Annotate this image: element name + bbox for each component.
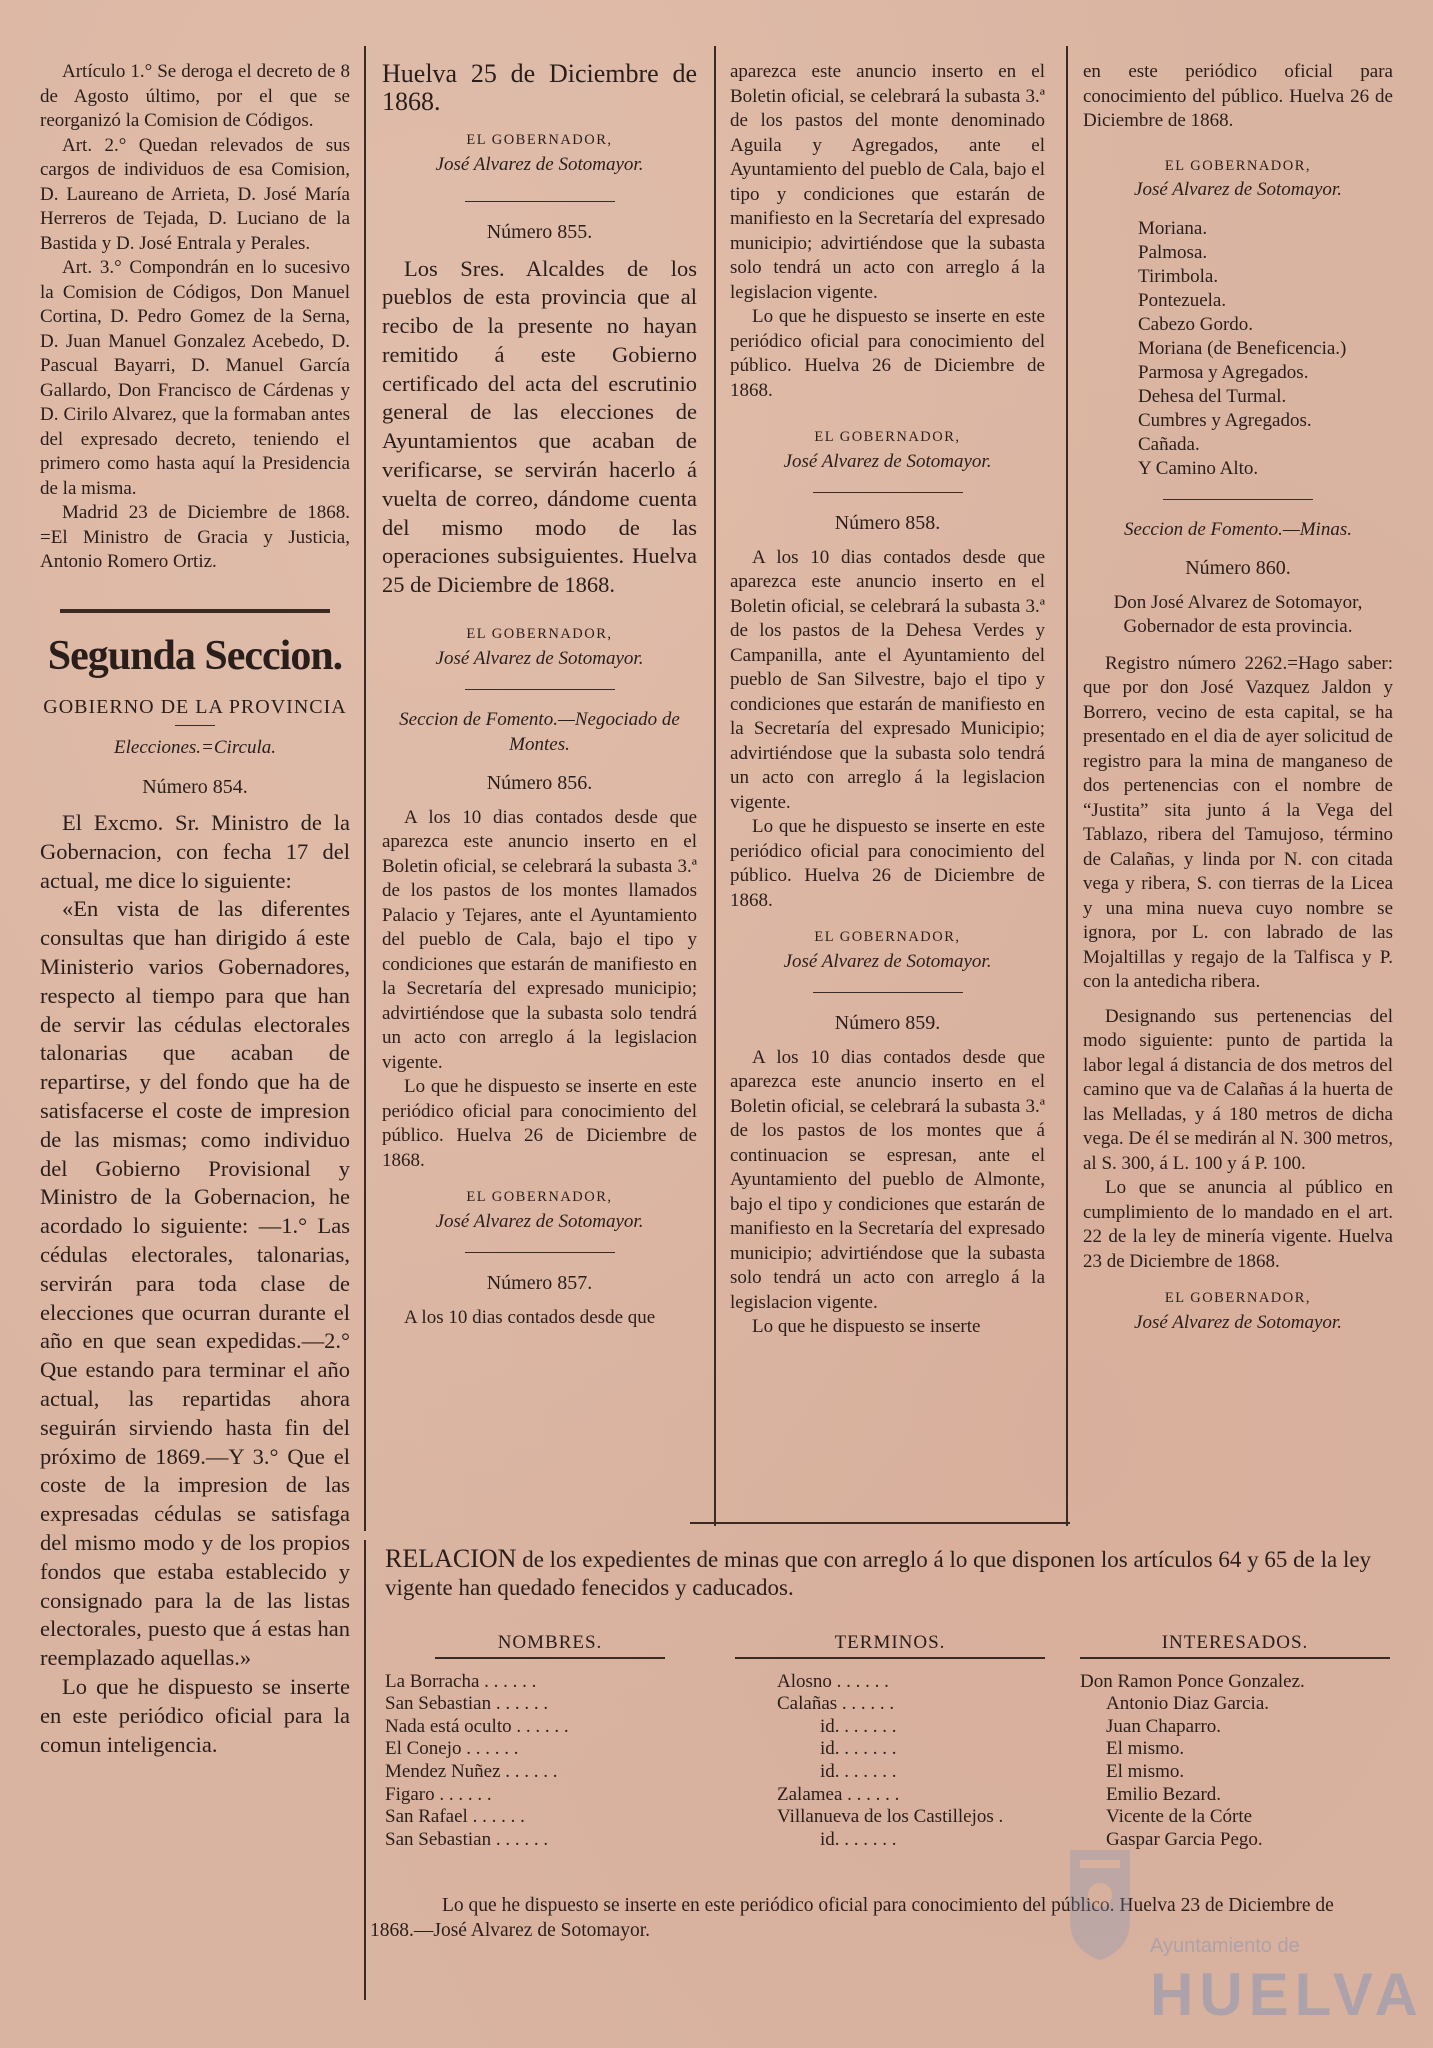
signature-label: EL GOBERNADOR, xyxy=(1164,1290,1312,1306)
signature-label: EL GOBERNADOR, xyxy=(466,626,613,643)
paragraph: A los 10 dias contados desde que aparezca este anuncio inserto en el Boletin oficial, se celebrará la subasta 3.ª de los pastos de los montes llamados Palacio y Tejares, ante el Ayuntamiento del pueblo de Cala, bajo el tipo y condiciones que estarán de manifiesto en la Secretaría del expresado municipio; advirtiéndose que la subasta solo tendrá un acto con arreglo á la legislacion vigente. xyxy=(382,806,697,1073)
table-row xyxy=(385,1784,715,1807)
table-row xyxy=(735,1829,1045,1852)
signature-label: EL GOBERNADOR, xyxy=(466,132,613,148)
table-cell: Figaro xyxy=(385,1783,435,1805)
paragraph: Art. 2.° Quedan relevados de sus cargos de individuos de esa Comision, D. Laureano de Arrieta, D. José María Herreros de Tejada, D. Luciano de la Bastida y D. José Entrala y Perales. xyxy=(40,134,350,254)
table-header: NOMBRES. xyxy=(435,1632,665,1659)
column-4 xyxy=(1083,60,1393,1335)
list-item: Cumbres y Agregados. xyxy=(1138,409,1312,431)
list-item: Pontezuela. xyxy=(1138,289,1227,311)
table-row xyxy=(735,1671,1045,1694)
leader-dots: . . . . . . xyxy=(495,1693,549,1715)
table-row xyxy=(385,1806,715,1829)
table-row xyxy=(735,1716,1045,1739)
divider xyxy=(465,201,615,202)
paragraph: en este periódico oficial para conocimiento del público. Huelva 26 de Diciembre de 1868. xyxy=(1083,61,1393,131)
signature-name: José Alvarez de Sotomayor. xyxy=(1134,1311,1342,1333)
signature-label: EL GOBERNADOR, xyxy=(814,929,961,945)
table-row xyxy=(1080,1761,1390,1784)
paragraph: Lo que se anuncia al público en cumplimiento de lo mandado en el art. 22 de la ley de minería vigente. Huelva 23 de Diciembre de 1868. xyxy=(1083,1177,1393,1272)
list-item: Parmosa y Agregados. xyxy=(1138,361,1309,383)
table-row xyxy=(385,1693,715,1716)
divider xyxy=(60,609,330,613)
leader-dots: . . . . . . xyxy=(466,1738,519,1760)
table-row xyxy=(735,1784,1045,1807)
table-cell: id. xyxy=(820,1828,840,1850)
dateline: Huelva 25 de Diciembre de 1868. xyxy=(382,59,697,116)
signature-name: José Alvarez de Sotomayor. xyxy=(1134,179,1342,200)
list-item: Moriana. xyxy=(1138,217,1208,239)
notice-number: Número 856. xyxy=(486,772,593,795)
table-cell: Zalamea xyxy=(777,1783,843,1805)
signature-name: José Alvarez de Sotomayor. xyxy=(435,153,644,175)
list-item: Y Camino Alto. xyxy=(1138,457,1259,479)
leader-dots: . . . . . . xyxy=(844,1715,897,1737)
table-row xyxy=(1080,1738,1390,1761)
divider xyxy=(690,1522,1070,1524)
divider xyxy=(813,992,963,993)
leader-dots: . . . . . . xyxy=(516,1715,569,1737)
table-row: Villanueva de los Castillejos . xyxy=(777,1806,1004,1828)
paragraph: Lo que he dispuesto se inserte en este periódico oficial para la comun inteligencia. xyxy=(40,1673,350,1757)
section-subtitle: GOBIERNO DE LA PROVINCIA xyxy=(43,695,347,718)
table-cell: Mendez Nuñez xyxy=(385,1760,501,1782)
paragraph: aparezca este anuncio inserto en el Boletin oficial, se celebrará la subasta 3.ª de los pastos del monte denominado Aguila y Agregados, ante el Ayuntamiento del pueblo de Cala, bajo el tipo y condiciones que estarán de manifiesto en la Secretaría del expresado municipio; advirtiéndose que la subasta solo tendrá un acto con arreglo á la legislacion vigente. xyxy=(730,61,1045,303)
column-rule xyxy=(714,46,716,1526)
notice-number: Número 855. xyxy=(486,221,593,243)
table-row xyxy=(385,1738,715,1761)
divider xyxy=(813,492,963,493)
column-3 xyxy=(730,60,1045,1340)
column-rule xyxy=(364,46,366,1531)
table-cell: El mismo. xyxy=(1106,1738,1185,1760)
leader-dots: . . . . . . xyxy=(439,1783,492,1805)
table-cell: Villanueva de los Castillejos xyxy=(777,1806,994,1828)
column-rule xyxy=(1066,46,1068,1526)
table-cell: Gaspar Garcia Pego. xyxy=(1106,1828,1263,1850)
montes-list xyxy=(1083,217,1393,481)
table-row xyxy=(1080,1671,1390,1694)
table-cell: Calañas xyxy=(777,1693,838,1715)
leader-dots: . . . . . . xyxy=(484,1670,537,1692)
table-cell: Antonio Diaz Garcia. xyxy=(1106,1693,1270,1715)
notice-number: Número 858. xyxy=(834,512,941,534)
table-cell: Alosno xyxy=(777,1670,832,1692)
table-row xyxy=(1080,1693,1390,1716)
list-item: Cabezo Gordo. xyxy=(1138,313,1254,335)
signature-name: José Alvarez de Sotomayor. xyxy=(435,1210,644,1232)
paragraph: A los 10 dias contados desde que aparezca este anuncio inserto en el Boletin oficial, se celebrará la subasta 3.ª de los pastos de la Dehesa Verdes y Campanilla, ante el Ayuntamiento del pueblo de San Silvestre, bajo el tipo y condiciones que estarán de manifiesto en la Secretaría del expresado Municipio; advirtiéndose que la subasta solo tendrá un acto con arreglo á la legislacion vigente. xyxy=(730,546,1045,813)
list-item: Dehesa del Turmal. xyxy=(1138,385,1287,407)
table-row xyxy=(735,1761,1045,1784)
paragraph: A los 10 dias contados desde que xyxy=(404,1306,656,1328)
table-row xyxy=(735,1738,1045,1761)
signature-label: EL GOBERNADOR, xyxy=(466,1189,613,1206)
divider xyxy=(1163,499,1313,500)
signature-name: José Alvarez de Sotomayor. xyxy=(783,950,992,972)
stamp-text: HUELVA xyxy=(1150,1961,1424,2028)
table-cell: Nada está oculto xyxy=(385,1715,512,1737)
list-item: Palmosa. xyxy=(1138,241,1208,263)
leader-dots: . . . . . . xyxy=(844,1738,897,1760)
table-cell: Don Ramon Ponce Gonzalez. xyxy=(1080,1670,1305,1692)
section-title: Segunda Seccion. xyxy=(47,632,343,679)
table-cell: Juan Chaparro. xyxy=(1106,1715,1222,1737)
paragraph: Registro número 2262.=Hago saber: que por don José Vazquez Jaldon y Borrero, vecino de esta capital, se ha presentado en el dia de ayer solicitud de registro para la mina de manganeso de dos pertenencias con el nombre de “Justita” sita junto á la Vega del Tablazo, ribera del Tamujoso, término de Calañas, y linda por N. con citada vega y ribera, S. con tierras de la Licea y una mina nueva cuyo nombre se ignora, por L. con labrado de las Mojaltillas y regajo de la Talfisca y P. con la antedicha ribera. xyxy=(1083,652,1393,992)
table-header: TERMINOS. xyxy=(735,1632,1045,1659)
table-row xyxy=(1080,1806,1390,1829)
table-cell: La Borracha xyxy=(385,1670,480,1692)
table-row xyxy=(735,1693,1045,1716)
table-cell: Emilio Bezard. xyxy=(1106,1783,1222,1805)
table-column-terminos xyxy=(735,1632,1045,1851)
leader-dots: . . . . . . xyxy=(495,1828,549,1850)
column-1 xyxy=(40,60,350,1759)
signature-name: José Alvarez de Sotomayor. xyxy=(783,450,992,472)
paragraph: «En vista de las diferentes consultas que han dirigido á este Ministerio varios Gobernadores, respecto al tiempo para que han de servir las cédulas electorales talonarias que acaban de repartirse, y del fondo que ha de satisfacerse el coste de impresion de las mismas; como individuo del Gobierno Provisional y Ministro de la Gobernacion, he acordado lo siguiente: —1.° Las cédulas electorales, talonarias, servirán para toda clase de elecciones que ocurran durante el año en que sean expedidas.—2.° Que estando para terminar el año actual, las repartidas ahora seguirán sirviendo hasta fin del próximo de 1869.—Y 3.° Que el coste de la impresion de las expresadas cédulas se satisfaga del mismo modo y de los propios fondos que estaba establecido y consignado para la de las listas electorales, puesto que á estas han reemplazado aquellas.» xyxy=(40,896,350,1671)
table-row xyxy=(1080,1784,1390,1807)
notice-number: Número 854. xyxy=(142,775,248,798)
signature-label: EL GOBERNADOR, xyxy=(1164,157,1312,174)
paragraph: A los 10 dias contados desde que aparezca este anuncio inserto en el Boletin oficial, se celebrará la subasta 3.ª de los pastos de los montes que á continuacion se espresan, ante el Ayuntamiento del pueblo de Almonte, bajo el tipo y condiciones que estarán de manifiesto en la Secretaría del expresado municipio; advirtiéndose que la subasta solo tendrá un acto con arreglo á la legislacion vigente. xyxy=(730,1046,1045,1313)
paragraph: Designando sus pertenencias del modo siguiente: punto de partida la labor legal á distancia de dos metros del camino que va de Calañas á la huerta de las Melladas, y á 180 metros de dicha vega. De él se medirán al N. 300 metros, al S. 300, á L. 100 y á P. 100. xyxy=(1083,1005,1393,1174)
paragraph: Art. 3.° Compondrán en lo sucesivo la Comision de Códigos, Don Manuel Cortina, D. Pedro Gomez de la Serna, D. Juan Manuel Gonzalez Acebedo, D. Pascual Bayarri, D. Manuel García Gallardo, Don Francisco de Cárdenas y D. Cirilo Alvarez, que la formaban antes del expresado decreto, teniendo el primero como hasta aquí la Presidencia de la misma. xyxy=(40,257,350,499)
relacion-text: de los expedientes de minas que con arreglo á lo que disponen los artículos 64 y 65 de la ley vigente han quedado fenecidos y caducados. xyxy=(385,1547,1372,1600)
leader-dots: . . . . . . xyxy=(505,1760,558,1782)
paragraph: Artículo 1.° Se deroga el decreto de 8 de Agosto último, por el que se reorganizó la Comision de Códigos. xyxy=(40,61,350,131)
table-cell: San Sebastian xyxy=(385,1828,492,1850)
table-cell: Vicente de la Córte xyxy=(1106,1806,1253,1828)
paragraph: Lo que he dispuesto se inserte en este periódico oficial para conocimiento del público. Huelva 26 de Diciembre de 1868. xyxy=(730,816,1045,911)
relacion-footer: Lo que he dispuesto se inserte en este periódico oficial para conocimiento del público. Huelva 23 de Diciembre de 1868.—José Alvarez de Sotomayor. xyxy=(370,1895,1334,1941)
table-cell: El Conejo xyxy=(385,1738,462,1760)
table-row xyxy=(1080,1716,1390,1739)
table-cell: El mismo. xyxy=(1106,1760,1185,1782)
column-rule xyxy=(364,1540,366,2000)
signature-name: José Alvarez de Sotomayor. xyxy=(435,647,644,669)
leader-dots: . . . . . . xyxy=(841,1693,895,1715)
paragraph: El Excmo. Sr. Ministro de la Gobernacion, con fecha 17 del actual, me dice lo siguiente: xyxy=(40,810,350,893)
list-item: Moriana (de Beneficencia.) xyxy=(1138,337,1347,359)
subsection-title: Seccion de Fomento.—Minas. xyxy=(1124,518,1352,540)
column-2 xyxy=(382,60,697,1330)
table-cell: id. xyxy=(820,1760,840,1782)
leader-dots: . . . . . . xyxy=(836,1670,889,1692)
paragraph: Los Sres. Alcaldes de los pueblos de esta provincia que al recibo de la presente no hayan remitido á este Gobierno certificado del acta del escrutinio general de las elecciones de Ayuntamientos que acaban de verificarse, se servirán hacerlo á vuelta de correo, dándome cuenta del mismo modo de las operaciones subsiguientes. Huelva 25 de Diciembre de 1868. xyxy=(382,255,697,598)
divider xyxy=(465,1252,615,1253)
list-item: Cañada. xyxy=(1138,433,1200,455)
leader-dots: . . . . . . xyxy=(847,1783,900,1805)
subsection-title: Seccion de Fomento.—Negociado de Montes. xyxy=(399,709,680,755)
table-header: INTERESADOS. xyxy=(1080,1632,1390,1659)
leader-dots: . . . . . . xyxy=(844,1760,897,1782)
notice-number: Número 859. xyxy=(834,1012,941,1034)
paragraph: Lo que he dispuesto se inserte en este periódico oficial para conocimiento del público. Huelva 26 de Diciembre de 1868. xyxy=(382,1076,697,1171)
paragraph: Don José Alvarez de Sotomayor, Gobernador de esta provincia. xyxy=(1113,591,1363,637)
table-column-nombres xyxy=(385,1632,715,1851)
table-cell: San Sebastian xyxy=(385,1693,492,1715)
table-row xyxy=(385,1716,715,1739)
list-item: Tirimbola. xyxy=(1138,265,1219,287)
notice-number: Número 857. xyxy=(486,1272,593,1295)
relacion-lead: RELACION xyxy=(385,1544,517,1573)
table-row xyxy=(385,1671,715,1694)
signature-label: EL GOBERNADOR, xyxy=(814,429,961,445)
relacion-title xyxy=(385,1545,1385,1602)
stamp-small-text: Ayuntamiento de xyxy=(1150,1935,1300,1957)
paragraph: Lo que he dispuesto se inserte en este periódico oficial para conocimiento del público. Huelva 26 de Diciembre de 1868. xyxy=(730,306,1045,401)
relacion-block xyxy=(385,1545,1385,1602)
leader-dots: . . . . . . xyxy=(844,1828,897,1850)
table-cell: id. xyxy=(820,1715,840,1737)
paragraph: Madrid 23 de Diciembre de 1868. =El Ministro de Gracia y Justicia, Antonio Romero Ortiz. xyxy=(40,502,350,572)
table-row xyxy=(385,1829,715,1852)
subsection-title: Elecciones.=Circula. xyxy=(114,737,276,758)
notice-number: Número 860. xyxy=(1185,557,1291,579)
divider xyxy=(175,725,215,726)
paragraph: Lo que he dispuesto se inserte xyxy=(752,1316,981,1337)
table-column-interesados xyxy=(1080,1632,1390,1851)
divider xyxy=(465,689,615,690)
table-cell: San Rafael xyxy=(385,1806,468,1828)
leader-dots: . . . . . . xyxy=(472,1806,525,1828)
table-cell: id. xyxy=(820,1738,840,1760)
table-row xyxy=(385,1761,715,1784)
